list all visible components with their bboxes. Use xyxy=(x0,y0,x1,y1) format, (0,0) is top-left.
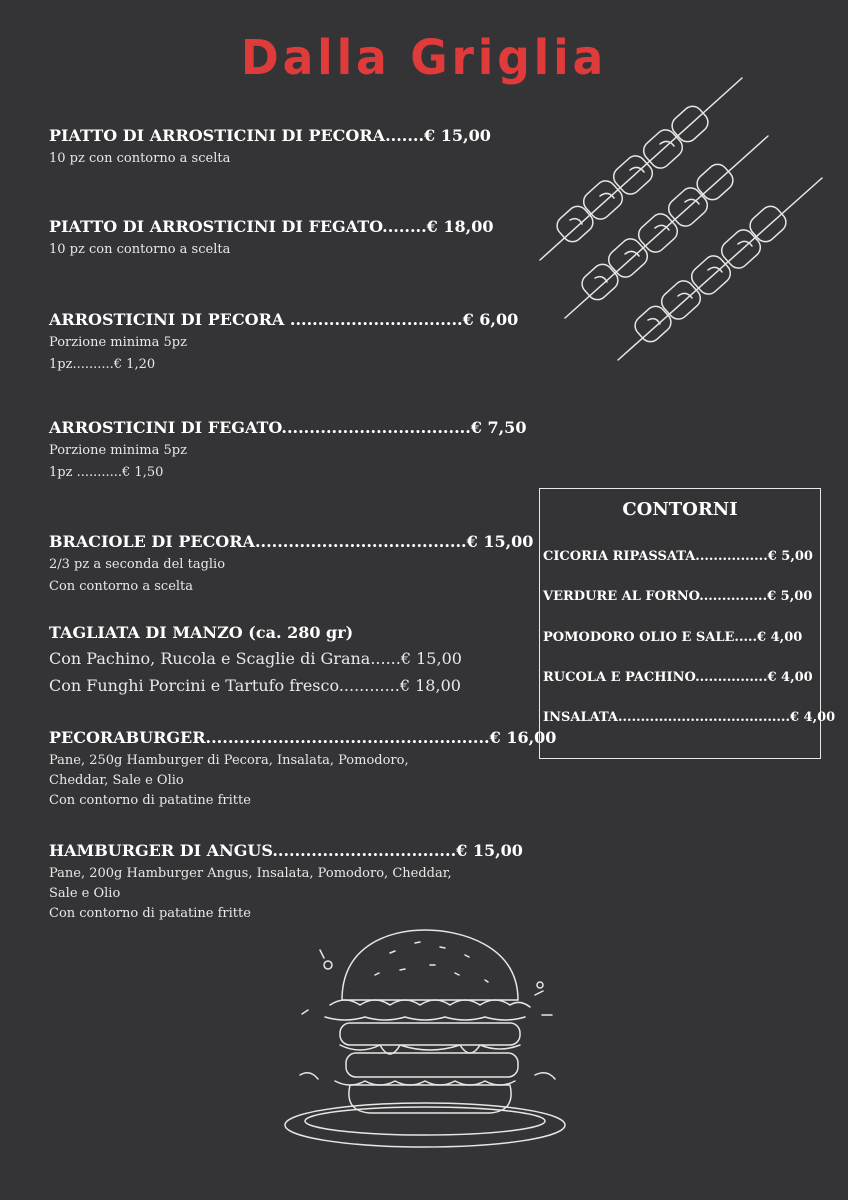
menu-item-heading: PIATTO DI ARROSTICINI DI FEGATO........€ 18,00 xyxy=(49,217,494,236)
menu-item-piatto-fegato xyxy=(49,217,509,258)
burger-illustration xyxy=(280,925,570,1155)
menu-item-description: 10 pz con contorno a scelta xyxy=(49,242,231,257)
menu-item-description: Porzione minima 5pz xyxy=(49,443,187,458)
contorno-item: POMODORO OLIO E SALE.....€ 4,00 xyxy=(543,630,803,645)
menu-item-heading: PIATTO DI ARROSTICINI DI PECORA.......€ 15,00 xyxy=(49,126,491,145)
contorno-item: CICORIA RIPASSATA................€ 5,00 xyxy=(543,549,813,564)
contorno-item: RUCOLA E PACHINO................€ 4,00 xyxy=(543,670,813,685)
menu-item-pecoraburger xyxy=(49,728,557,809)
page-title: Dalla Griglia xyxy=(240,30,608,86)
menu-item-arrosticini-fegato xyxy=(49,418,527,481)
menu-item-description: Pane, 200g Hamburger Angus, Insalata, Pomodoro, Cheddar, xyxy=(49,866,452,881)
menu-item-description: Porzione minima 5pz xyxy=(49,335,187,350)
contorno-item: INSALATA......................................€ 4,00 xyxy=(543,710,836,725)
contorno-item: VERDURE AL FORNO...............€ 5,00 xyxy=(543,589,813,604)
menu-item-arrosticini-pecora xyxy=(49,310,519,373)
menu-item-heading: ARROSTICINI DI FEGATO..................................€ 7,50 xyxy=(49,418,527,437)
menu-item-heading: PECORABURGER...................................................€ 16,00 xyxy=(49,728,557,747)
menu-item-hamburger-angus xyxy=(49,841,523,922)
menu-item-heading: BRACIOLE DI PECORA......................................€ 15,00 xyxy=(49,532,534,551)
menu-item-piatto-pecora xyxy=(49,126,509,167)
menu-item-description: 1pz ...........€ 1,50 xyxy=(49,465,164,480)
menu-item-description: Pane, 250g Hamburger di Pecora, Insalata, Pomodoro, xyxy=(49,753,409,768)
menu-item-option: Con Funghi Porcini e Tartufo fresco............€ 18,00 xyxy=(49,676,461,695)
menu-item-description: Con contorno di patatine fritte xyxy=(49,793,251,808)
menu-item-braciole xyxy=(49,532,534,595)
menu-item-description: 2/3 pz a seconda del taglio xyxy=(49,557,226,572)
skewers-illustration xyxy=(530,70,830,370)
menu-item-description: Cheddar, Sale e Olio xyxy=(49,773,184,788)
menu-item-tagliata xyxy=(49,623,509,696)
contorni-title: CONTORNI xyxy=(622,499,738,520)
menu-item-description: 10 pz con contorno a scelta xyxy=(49,151,231,166)
menu-item-description: 1pz..........€ 1,20 xyxy=(49,357,156,372)
menu-item-option: Con Pachino, Rucola e Scaglie di Grana......€ 15,00 xyxy=(49,649,462,668)
menu-item-heading: TAGLIATA DI MANZO (ca. 280 gr) xyxy=(49,623,354,642)
menu-item-heading: HAMBURGER DI ANGUS.................................€ 15,00 xyxy=(49,841,523,860)
menu-item-heading: ARROSTICINI DI PECORA ...............................€ 6,00 xyxy=(49,310,519,329)
menu-item-description: Con contorno a scelta xyxy=(49,579,194,594)
menu-item-description: Sale e Olio xyxy=(49,886,121,901)
menu-item-description: Con contorno di patatine fritte xyxy=(49,906,251,921)
contorni-box xyxy=(539,488,836,759)
